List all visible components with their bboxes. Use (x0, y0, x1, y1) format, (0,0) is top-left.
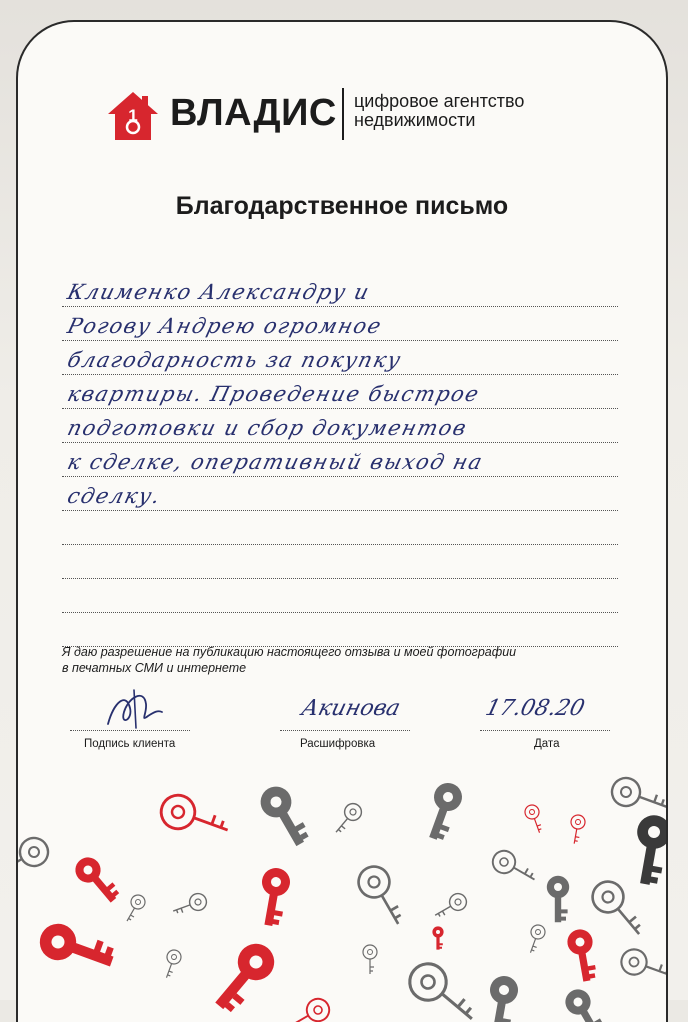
key-icon (205, 936, 281, 1017)
client-signature-line (70, 730, 190, 731)
client-signature-scribble (100, 682, 170, 732)
handwritten-text: Клименко Александру и (65, 280, 373, 304)
client-signature-field (70, 682, 210, 762)
key-icon (567, 814, 586, 845)
key-icon (420, 779, 466, 843)
text-line (62, 374, 618, 409)
date-label: Дата (534, 738, 560, 750)
key-icon (565, 927, 599, 983)
transcript-field (280, 682, 430, 762)
key-icon (255, 866, 293, 928)
key-icon (432, 926, 443, 949)
logo-badge-number: 1 (128, 106, 138, 125)
date-value: 17.08.20 (482, 696, 588, 721)
key-icon (489, 847, 540, 890)
handwritten-text: благодарность за покупку (65, 348, 405, 372)
date-field (480, 682, 620, 762)
key-icon (353, 861, 412, 932)
letter-title: Благодарственное письмо (175, 192, 509, 220)
key-icon (431, 891, 470, 923)
key-icon (547, 876, 569, 922)
logo-tagline (354, 92, 524, 130)
text-line (62, 340, 618, 375)
key-icon (170, 891, 208, 919)
key-icon (121, 892, 148, 924)
key-icon (586, 875, 651, 944)
handwritten-text: сделку. (65, 484, 164, 508)
text-line (62, 578, 618, 613)
key-icon (561, 985, 609, 1022)
key-icon (524, 923, 547, 955)
key-icon (70, 852, 123, 908)
transcript-line (280, 730, 410, 731)
key-icon (160, 948, 183, 980)
handwritten-text: квартиры. Проведение быстрое (65, 382, 483, 406)
consent-line1: Я даю разрешение на публикацию настоящего отзыва и моей фотографии (62, 645, 517, 659)
handwritten-text: подготовки и сбор документов (65, 416, 470, 440)
key-icon (608, 774, 666, 820)
house-icon (106, 90, 160, 142)
publication-consent (62, 644, 602, 676)
logo-tagline-line1: цифровое агентство (354, 91, 525, 111)
key-icon (402, 956, 483, 1022)
text-line (62, 442, 618, 477)
key-icon (363, 945, 377, 974)
logo-tagline-line2: недвижимости (354, 110, 476, 130)
text-line (62, 272, 618, 307)
handwritten-text: к сделке, оперативный выход на (65, 450, 486, 474)
logo-brand-name: ВЛАДИС (170, 92, 337, 134)
key-icon (35, 919, 118, 979)
key-icon (330, 800, 365, 837)
key-icon (618, 946, 666, 988)
handwritten-text: Рогову Андрею огромное (65, 314, 385, 338)
key-icon (628, 813, 666, 887)
consent-line2: в печатных СМИ и интернете (62, 661, 247, 675)
key-icon (255, 781, 314, 852)
text-line (62, 510, 618, 545)
text-line (62, 476, 618, 511)
letter-card (16, 20, 668, 1022)
key-icon (18, 833, 53, 886)
text-line (62, 408, 618, 443)
decorative-keys-pattern (18, 752, 666, 1022)
key-icon (282, 995, 333, 1022)
transcript-value: Акинова (298, 696, 403, 721)
company-logo (106, 86, 586, 146)
transcript-label: Расшифровка (300, 738, 376, 750)
date-line (480, 730, 610, 731)
text-line (62, 612, 618, 647)
logo-divider (342, 88, 344, 140)
text-line (62, 306, 618, 341)
key-icon (156, 790, 233, 845)
client-signature-label: Подпись клиента (84, 738, 176, 750)
key-icon (483, 974, 521, 1022)
text-line (62, 544, 618, 579)
key-icon (523, 803, 546, 835)
